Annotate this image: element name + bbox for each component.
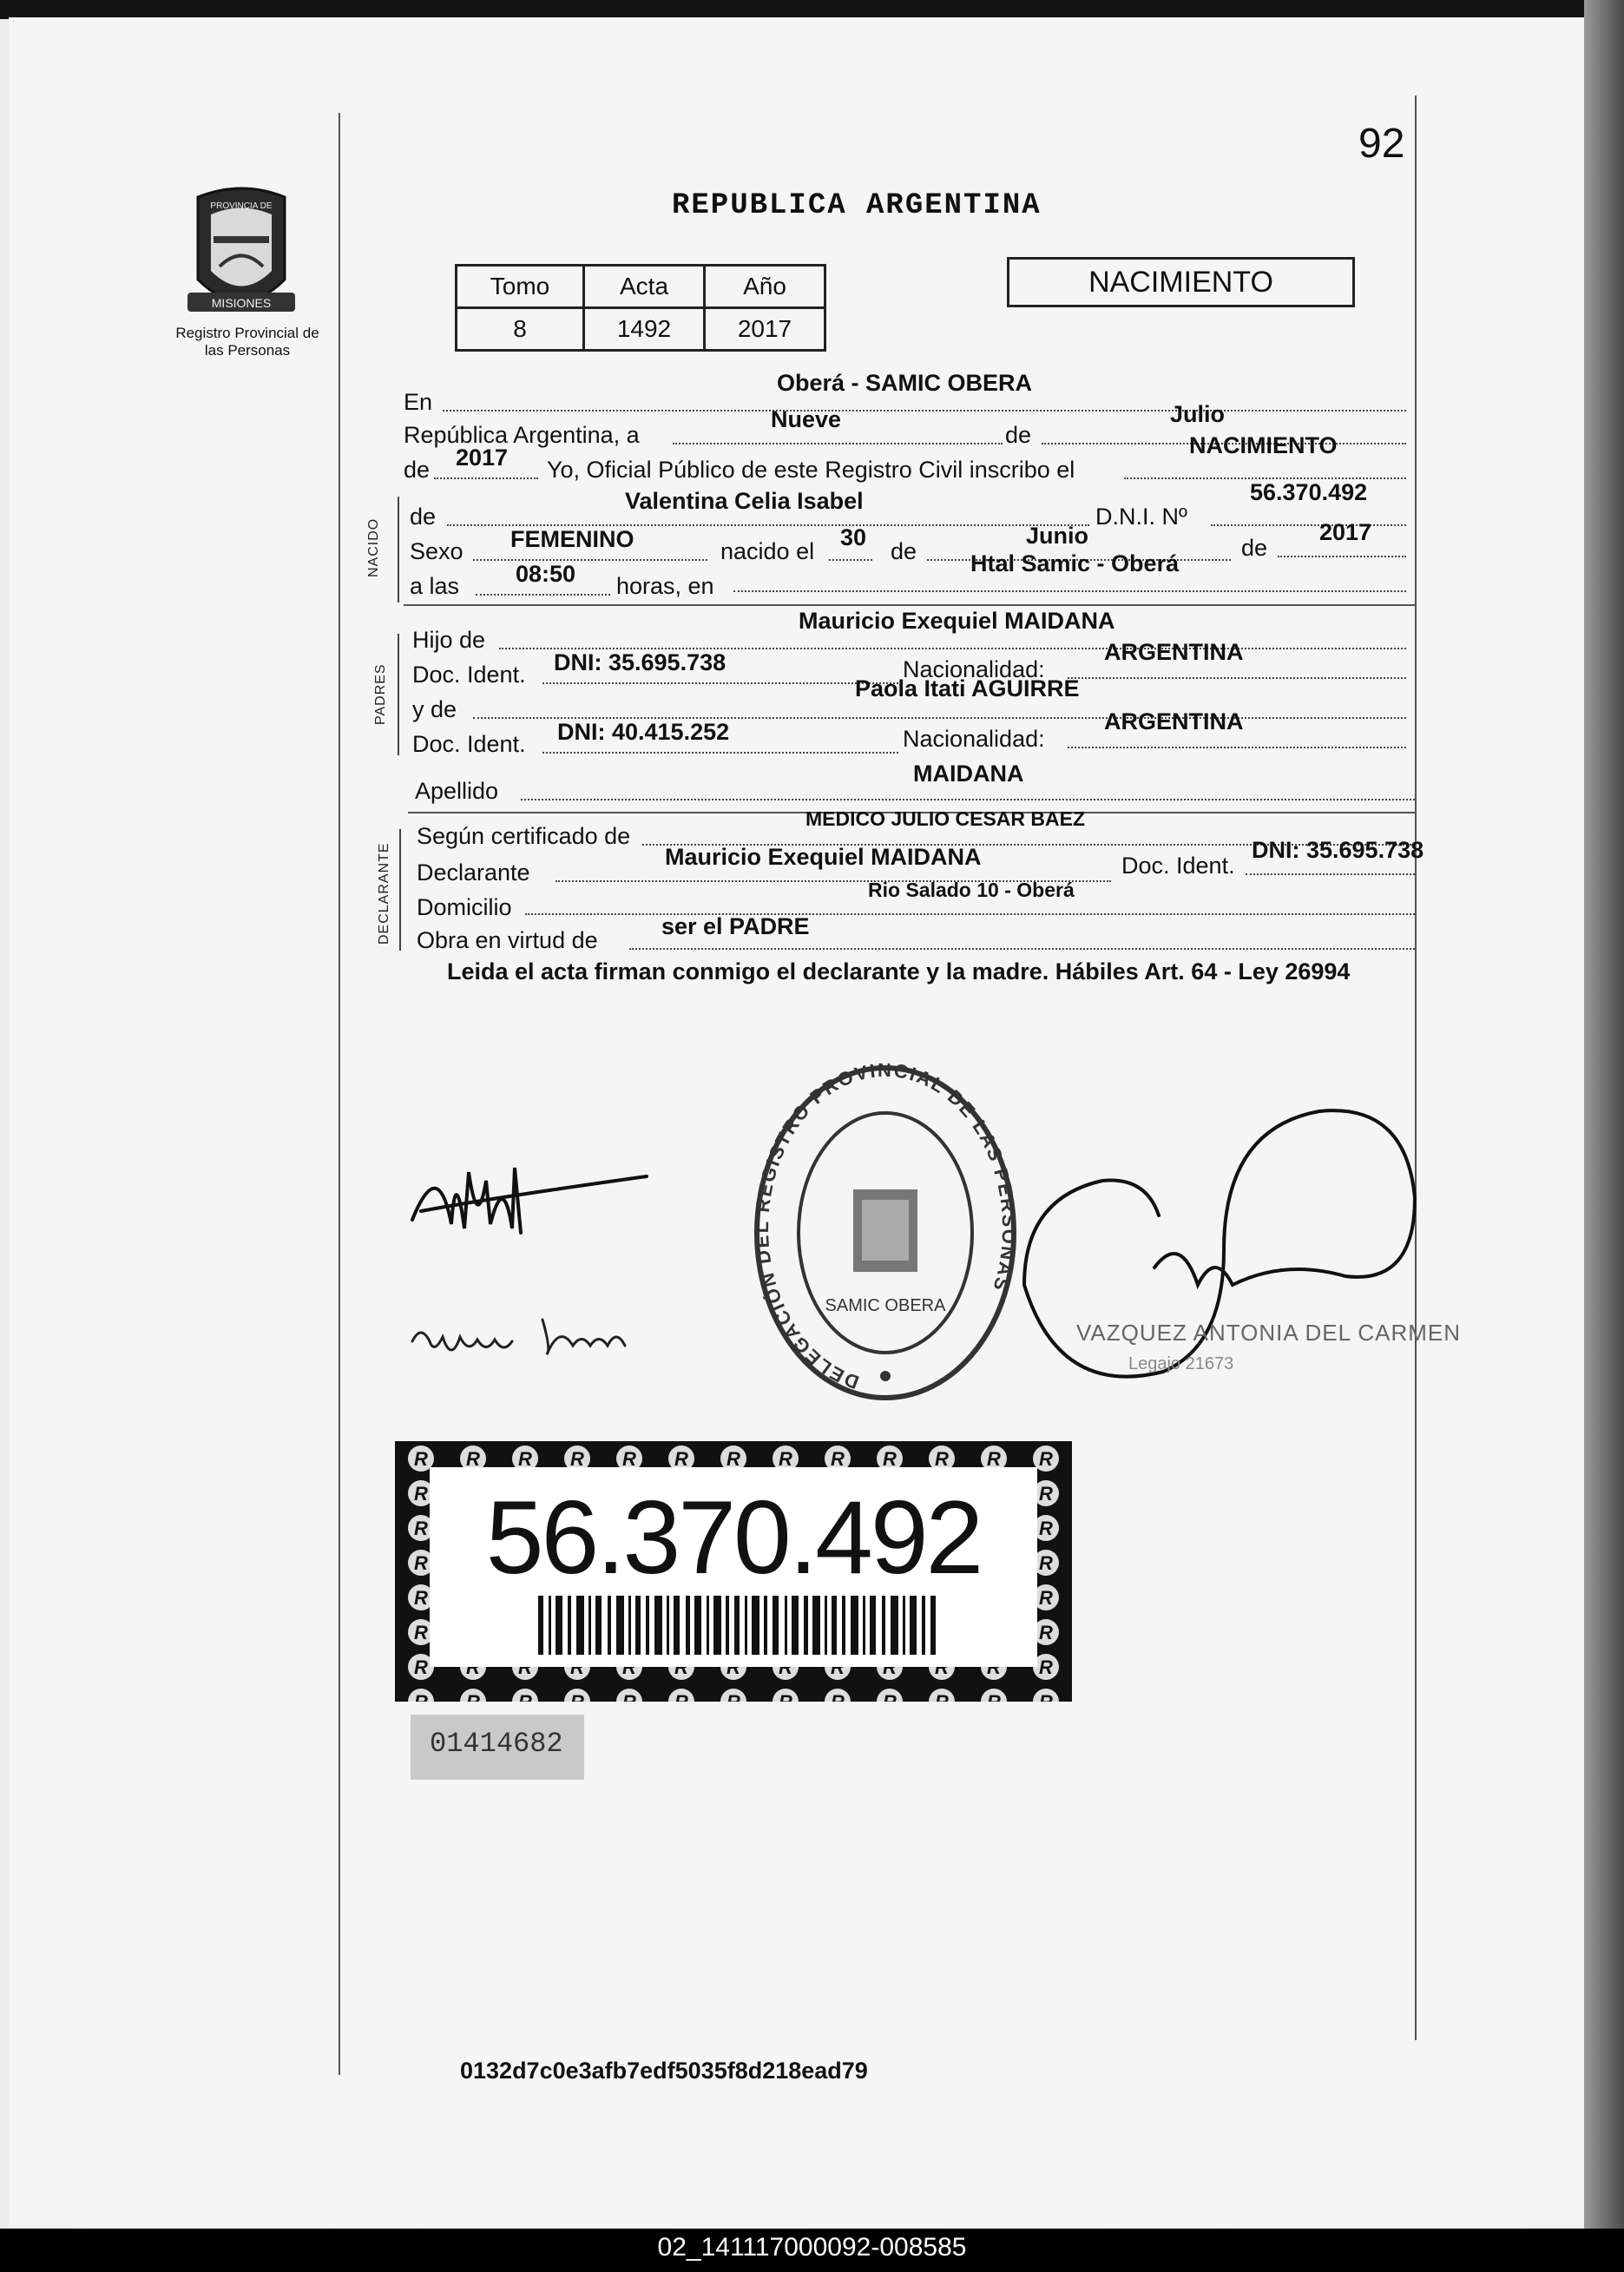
table-header-acta: Acta — [584, 266, 705, 308]
dotted-line — [434, 477, 538, 479]
value-mes: Julio — [1170, 401, 1226, 427]
dotted-line — [829, 559, 872, 561]
section-label-declarante: DECLARANTE — [377, 842, 391, 945]
value-anio: 2017 — [456, 445, 509, 471]
stamp-ring-text: DELEGACIÓN DEL REGISTRO PROVINCIAL DE LAS PERSONAS — [751, 1059, 1020, 1394]
value-dia: Nueve — [771, 406, 842, 432]
label-segun-certificado: Según certificado de — [417, 823, 631, 849]
stamp-inner-text: SAMIC OBERA — [825, 1296, 946, 1315]
record-type-box: NACIMIENTO — [1007, 257, 1355, 307]
dotted-line — [1211, 524, 1406, 526]
document-hash: 0132d7c0e3afb7edf5035f8d218ead79 — [460, 2058, 868, 2084]
provincial-coat-of-arms-icon — [181, 184, 302, 323]
label-hijo-de: Hijo de — [412, 627, 486, 653]
label-nacionalidad-2: Nacionalidad: — [903, 726, 1045, 752]
scan-file-id: 02_141117000092-008585 — [657, 2233, 967, 2262]
country-title: REPUBLICA ARGENTINA — [672, 189, 1042, 222]
dni-sticker-number: 56.370.492 — [485, 1479, 982, 1596]
dotted-line — [1246, 873, 1415, 875]
value-padre-nac: ARGENTINA — [1104, 639, 1244, 665]
section-divider — [404, 604, 1415, 606]
label-apellido: Apellido — [415, 778, 499, 804]
dotted-line — [1068, 747, 1406, 748]
table-header-anio: Año — [705, 266, 825, 308]
dotted-line — [629, 948, 1415, 950]
tomo-acta-table — [455, 264, 826, 352]
emblem-top-text: PROVINCIA DE — [210, 201, 273, 211]
section-bar — [398, 497, 399, 603]
value-inscribe: NACIMIENTO — [1189, 432, 1338, 458]
dotted-line — [525, 913, 1415, 915]
value-madre: Paola Itati AGUIRRE — [855, 675, 1080, 701]
label-de-year: de — [404, 457, 431, 483]
value-lugar: Oberá - SAMIC OBERA — [777, 370, 1033, 396]
table-header-tomo: Tomo — [457, 266, 584, 308]
label-de-mes: de — [1005, 422, 1032, 448]
value-madre-nac: ARGENTINA — [1104, 708, 1244, 734]
dotted-line — [673, 443, 1003, 445]
value-anio-nac: 2017 — [1319, 519, 1372, 545]
birth-certificate-sheet — [9, 17, 1584, 2227]
value-declarante: Mauricio Exequiel MAIDANA — [665, 844, 982, 870]
emblem-bottom-text: MISIONES — [211, 296, 272, 310]
label-nacido-el: nacido el — [720, 538, 815, 564]
value-declarante-doc: DNI: 35.695.738 — [1252, 837, 1424, 863]
barcode-icon — [538, 1596, 937, 1655]
section-label-padres: PADRES — [373, 663, 388, 725]
value-certificado: MEDICO JULIO CESAR BAEZ — [805, 807, 1086, 830]
label-horas-en: horas, en — [616, 573, 714, 599]
label-doc-ident-2: Doc. Ident. — [412, 731, 526, 757]
label-de-nombre: de — [410, 504, 437, 530]
dotted-line — [542, 682, 898, 684]
dotted-line — [473, 559, 707, 561]
section-bar — [399, 829, 401, 951]
control-number: 01414682 — [430, 1728, 563, 1760]
table-value-anio: 2017 — [705, 308, 825, 351]
dotted-line — [1278, 556, 1406, 557]
right-margin-rule — [1415, 95, 1417, 2040]
label-doc-ident-1: Doc. Ident. — [412, 662, 526, 688]
value-nombre: Valentina Celia Isabel — [625, 488, 864, 514]
label-declarante: Declarante — [417, 859, 530, 886]
declarante-signature-icon — [404, 1146, 655, 1268]
label-de-mes-nac: de — [891, 538, 917, 564]
value-sexo: FEMENINO — [510, 526, 634, 552]
label-doc-ident-decl: Doc. Ident. — [1121, 853, 1235, 879]
value-padre: Mauricio Exequiel MAIDANA — [799, 608, 1115, 634]
left-margin-rule — [339, 113, 340, 2075]
scanner-top-edge — [0, 0, 1624, 19]
value-apellido: MAIDANA — [913, 761, 1024, 787]
label-a-las: a las — [410, 573, 460, 599]
registry-caption: Registro Provincial de las Personas — [175, 325, 319, 359]
closing-statement: Leida el acta firman conmigo el declarante y la madre. Hábiles Art. 64 - Ley 26994 — [447, 958, 1351, 985]
section-label-nacido: NACIDO — [366, 517, 381, 577]
label-de-year-nac: de — [1241, 535, 1268, 561]
table-value-tomo: 8 — [457, 308, 584, 351]
label-en: En — [404, 389, 433, 415]
registry-stamp-icon — [751, 1059, 1020, 1406]
dotted-line — [476, 594, 610, 596]
value-hora: 08:50 — [516, 561, 576, 587]
label-obra-en-virtud: Obra en virtud de — [417, 927, 598, 953]
label-dni: D.N.I. Nº — [1095, 504, 1187, 530]
page-edge-shadow — [1584, 0, 1624, 2231]
label-y-de: y de — [412, 696, 457, 722]
dotted-line — [521, 799, 1415, 800]
official-legajo: Legajo 21673 — [1128, 1354, 1234, 1373]
value-obra: ser el PADRE — [661, 913, 810, 939]
label-domicilio: Domicilio — [417, 894, 512, 920]
dotted-line — [443, 410, 1406, 412]
label-republica: República Argentina, a — [404, 422, 640, 448]
value-dni: 56.370.492 — [1250, 479, 1368, 505]
official-name: VAZQUEZ ANTONIA DEL CARMEN — [1076, 1320, 1462, 1346]
madre-signature-icon — [404, 1307, 647, 1385]
dotted-line — [542, 752, 898, 754]
label-nacionalidad-1: Nacionalidad: — [903, 656, 1045, 682]
value-mes-nac: Junio — [1026, 523, 1088, 549]
dni-sticker — [395, 1441, 1072, 1702]
dotted-line — [1068, 677, 1406, 679]
value-madre-doc: DNI: 40.415.252 — [557, 719, 730, 745]
value-lugar-nac: Htal Samic - Oberá — [970, 550, 1180, 576]
page-number: 92 — [1358, 121, 1405, 167]
label-yo-oficial: Yo, Oficial Público de este Registro Civil inscribo el — [547, 457, 1075, 483]
value-domicilio: Rio Salado 10 - Oberá — [868, 879, 1075, 901]
section-bar — [398, 634, 399, 755]
dotted-line — [733, 590, 1406, 592]
label-sexo: Sexo — [410, 538, 464, 564]
table-value-acta: 1492 — [584, 308, 705, 351]
value-dia-nac: 30 — [840, 524, 867, 550]
value-padre-doc: DNI: 35.695.738 — [554, 649, 727, 675]
